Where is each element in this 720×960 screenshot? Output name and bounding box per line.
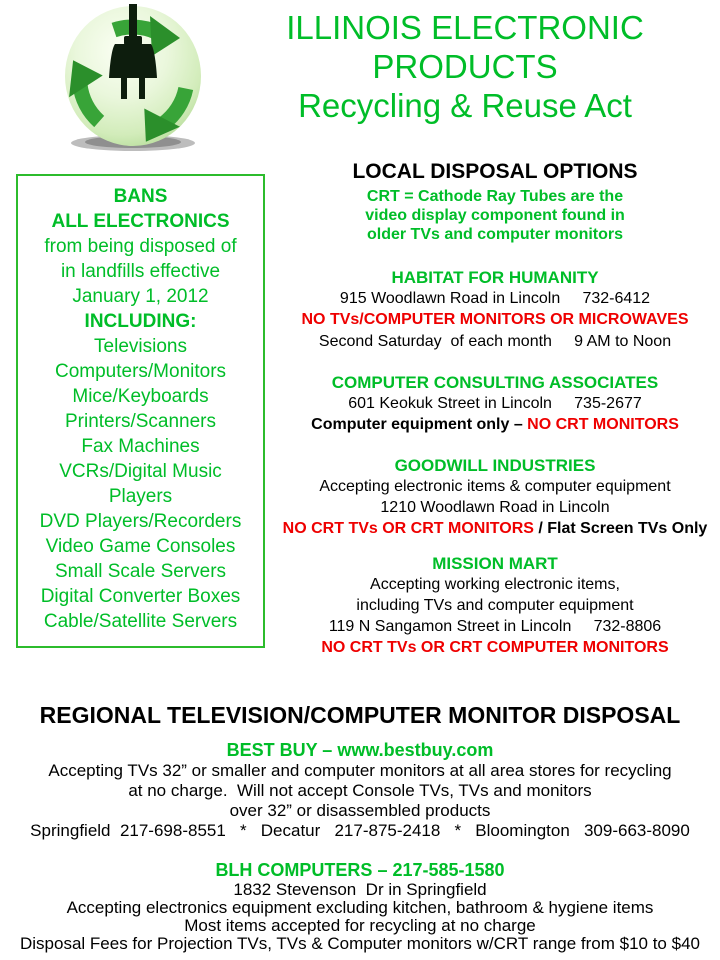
- bans-body-line: from being disposed of: [44, 236, 237, 257]
- business-name: BLH COMPUTERS – 217-585-1580: [215, 860, 505, 880]
- venue-note: [275, 414, 715, 435]
- warning-red-part: NO CRT TVs OR CRT MONITORS: [282, 520, 534, 537]
- business-phones: Springfield 217-698-8551 * Decatur 217-875-2418 * Bloomington 309-663-8090: [30, 821, 690, 840]
- crt-definition-line: video display component found in: [365, 207, 625, 224]
- business-description: at no charge. Will not accept Console TVs, TVs and monitors: [128, 781, 592, 800]
- venue-address: 119 N Sangamon Street in Lincoln 732-8806: [328, 618, 662, 635]
- recycle-plug-logo: [52, 4, 214, 152]
- bans-box: [16, 174, 265, 648]
- warning-black-part: / Flat Screen TVs Only: [533, 520, 708, 537]
- business-best-buy: [0, 739, 720, 841]
- business-description: over 32” or disassembled products: [229, 801, 491, 820]
- business-description: Most items accepted for recycling at no charge: [184, 916, 536, 935]
- local-disposal-options: [275, 160, 715, 659]
- bans-effective-date: January 1, 2012: [72, 286, 209, 307]
- venue-name: GOODWILL INDUSTRIES: [394, 456, 596, 475]
- page-title: [218, 8, 712, 125]
- banned-item: Computers/Monitors: [54, 361, 227, 382]
- banned-item: VCRs/Digital Music: [59, 461, 222, 482]
- banned-item: Digital Converter Boxes: [40, 586, 241, 607]
- banned-item: Televisions: [94, 336, 187, 357]
- banned-item: Printers/Scanners: [64, 411, 216, 432]
- including-label: INCLUDING:: [84, 311, 197, 332]
- business-description: Accepting TVs 32” or smaller and computer monitors at all area stores for recycling: [48, 761, 672, 780]
- venue-address: 1210 Woodlawn Road in Lincoln: [380, 499, 610, 516]
- venue-schedule: Second Saturday of each month 9 AM to Noon: [318, 333, 672, 350]
- banned-item: Mice/Keyboards: [72, 386, 209, 407]
- page-title-line3: Recycling & Reuse Act: [298, 87, 632, 124]
- business-blh-computers: [0, 859, 720, 953]
- venue-name: HABITAT FOR HUMANITY: [391, 268, 599, 287]
- regional-disposal: [0, 701, 720, 953]
- crt-definition-line: CRT = Cathode Ray Tubes are the: [366, 188, 624, 205]
- venue-computer-consulting-associates: [275, 373, 715, 435]
- page-title-line2: PRODUCTS: [372, 48, 558, 85]
- venue-name: COMPUTER CONSULTING ASSOCIATES: [331, 373, 659, 392]
- warning-line: [275, 518, 715, 540]
- banned-item: Players: [108, 486, 173, 507]
- warning-line: NO TVs/COMPUTER MONITORS OR MICROWAVES: [301, 311, 689, 328]
- banned-item: Video Game Consoles: [45, 536, 236, 557]
- venue-description: Accepting working electronic items,: [370, 576, 620, 593]
- bans-subheading: ALL ELECTRONICS: [51, 211, 230, 232]
- venue-description: Accepting electronic items & computer equipment: [319, 478, 671, 495]
- venue-mission-mart: [275, 554, 715, 659]
- business-fees: Disposal Fees for Projection TVs, TVs & Computer monitors w/CRT range from $10 to $40: [20, 934, 700, 953]
- warning-line: NO CRT TVs OR CRT COMPUTER MONITORS: [321, 639, 669, 656]
- business-address: 1832 Stevenson Dr in Springfield: [233, 880, 487, 899]
- banned-item: Fax Machines: [81, 436, 200, 457]
- banned-item: DVD Players/Recorders: [39, 511, 242, 532]
- local-options-title: LOCAL DISPOSAL OPTIONS: [352, 160, 638, 183]
- note-black-part: Computer equipment only –: [311, 416, 528, 433]
- page-title-line1: ILLINOIS ELECTRONIC: [286, 9, 644, 46]
- business-name: BEST BUY – www.bestbuy.com: [226, 740, 494, 760]
- banned-item: Small Scale Servers: [54, 561, 227, 582]
- bans-body-line: in landfills effective: [60, 261, 221, 282]
- bans-heading: BANS: [113, 186, 168, 207]
- venue-goodwill-industries: [275, 456, 715, 540]
- venue-address: 601 Keokuk Street in Lincoln 735-2677: [348, 395, 642, 412]
- crt-definition-line: older TVs and computer monitors: [366, 226, 624, 243]
- banned-item: Cable/Satellite Servers: [43, 611, 238, 632]
- regional-title: REGIONAL TELEVISION/COMPUTER MONITOR DISPOSAL: [39, 702, 681, 728]
- note-red-part: NO CRT MONITORS: [527, 416, 679, 433]
- crt-definition: [275, 187, 715, 244]
- business-description: Accepting electronics equipment excluding kitchen, bathroom & hygiene items: [66, 898, 654, 917]
- venue-description: including TVs and computer equipment: [356, 597, 634, 614]
- venue-name: MISSION MART: [432, 554, 558, 573]
- venue-habitat-for-humanity: [275, 268, 715, 352]
- venue-address: 915 Woodlawn Road in Lincoln 732-6412: [339, 290, 651, 307]
